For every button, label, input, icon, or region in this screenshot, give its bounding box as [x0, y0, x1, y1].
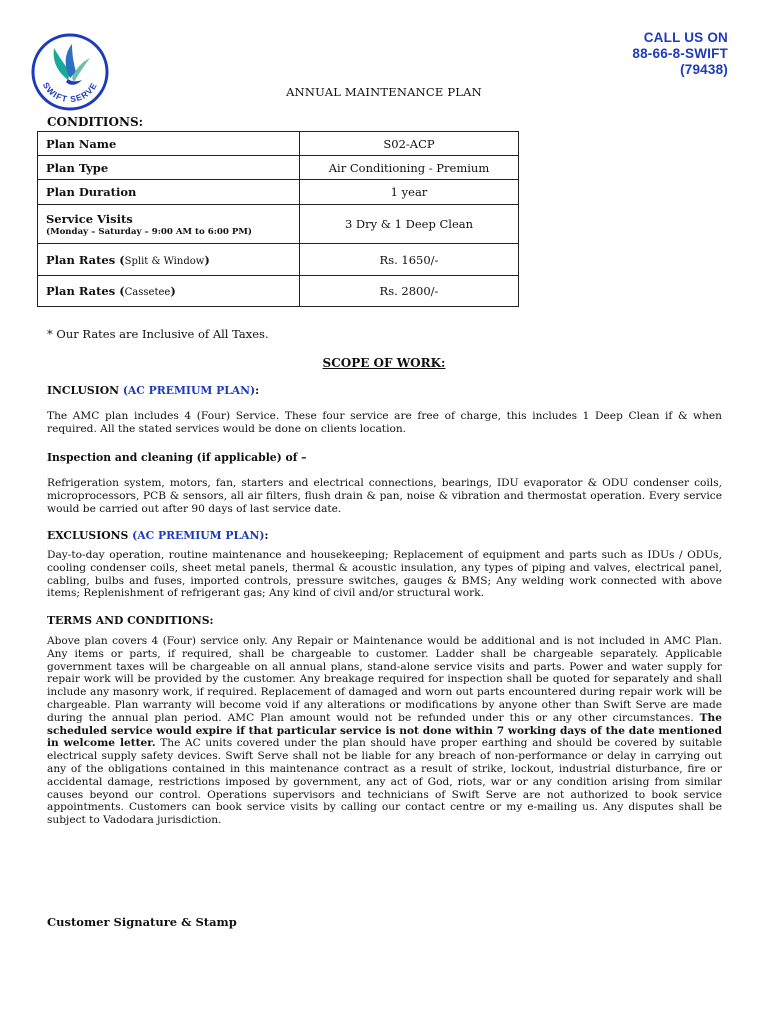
- inclusion-heading: INCLUSION (AC PREMIUM PLAN):: [47, 384, 260, 397]
- terms-heading: TERMS AND CONDITIONS:: [47, 614, 214, 627]
- table-row: [38, 180, 519, 205]
- service-visits-label: Service Visits: [46, 211, 133, 226]
- row-label: [38, 205, 300, 244]
- scope-heading: SCOPE OF WORK:: [322, 356, 446, 370]
- row-value: 1 year: [300, 180, 519, 205]
- logo-text: SWIFT SERVE: [40, 80, 100, 105]
- document-title: ANNUAL MAINTENANCE PLAN: [286, 85, 482, 99]
- rate-label: Plan Rates (: [46, 252, 125, 267]
- swift-serve-logo: [30, 32, 110, 112]
- customer-signature-label: Customer Signature & Stamp: [47, 915, 237, 929]
- rates-note: * Our Rates are Inclusive of All Taxes.: [47, 327, 269, 341]
- inspection-heading: Inspection and cleaning (if applicable) of –: [47, 451, 307, 464]
- inspection-text: Refrigeration system, motors, fan, starters and electrical connections, bearings, IDU evaporator & ODU condenser coils, microprocessors, PCB & sensors, all air filters, flush drain & pan, noise & vibration and thermostat operation. Every service would be carried out after 90 days of last service date.: [47, 477, 722, 515]
- row-value: Air Conditioning - Premium: [300, 156, 519, 180]
- row-value: 3 Dry & 1 Deep Clean: [300, 205, 519, 244]
- table-row: [38, 132, 519, 156]
- row-value: Rs. 2800/-: [300, 276, 519, 307]
- call-us-block: [632, 30, 728, 78]
- phone-number: 88-66-8-SWIFT: [632, 46, 728, 61]
- inclusion-plan-tag: (AC PREMIUM PLAN): [122, 384, 256, 397]
- row-value: Rs. 1650/-: [300, 244, 519, 276]
- row-label: Plan Type: [38, 156, 300, 180]
- call-us-label: CALL US ON: [643, 30, 728, 45]
- terms-text: Above plan covers 4 (Four) service only. Any Repair or Maintenance would be additional and is not included in AMC Plan. Any items or parts, if required, shall be chargeable to customer. Ladder shall be chargeable separately. Applicable government taxes will be chargeable on all annual plans, stand-alone service visits and parts. Power and water supply for repair work will be provided by the customer. Any breakage required for inspection shall be quoted for separately and shall include any masonry work, if required. Replacement of damaged and worn out parts encountered during repair work will be chargeable. Plan warranty will become void if any alterations or modifications by anyone other than Swift Serve are made during the annual plan period. AMC Plan amount would not be refunded under this or any other circumstances. The scheduled service would expire if that particular service is not done within 7 working days of the date mentioned in welcome letter. The AC units covered under the plan should have proper earthing and should be covered by suitable electrical supply safety devices. Swift Serve shall not be liable for any breach of non-performance or delay in carrying out any of the obligations contained in this maintenance contract as a result of strike, lockout, industrial disturbance, fire or accidental damage, restrictions imposed by government, any act of God, riots, war or any condition arising from similar causes beyond our control. Operations supervisors and technicians of Swift Serve are not authorized to book service appointments. Customers can book service visits by calling our contact centre or my e-mailing us. Any disputes shall be subject to Vadodara jurisdiction.: [47, 635, 722, 827]
- table-row: [38, 205, 519, 244]
- row-label: Plan Duration: [38, 180, 300, 205]
- row-label: [38, 244, 300, 276]
- table-row: [38, 156, 519, 180]
- rate-label-note: Split & Window: [124, 255, 205, 267]
- rate-label-end: ): [204, 252, 210, 267]
- rate-label-note: Cassetee: [124, 287, 171, 298]
- table-row: [38, 276, 519, 307]
- exclusions-heading: EXCLUSIONS (AC PREMIUM PLAN):: [47, 529, 269, 542]
- exclusions-plan-tag: (AC PREMIUM PLAN): [132, 529, 265, 542]
- inclusion-text: The AMC plan includes 4 (Four) Service. These four service are free of charge, this includes 1 Deep Clean if & when required. All the stated services would be done on clients location.: [47, 410, 722, 435]
- service-visits-hours: (Monday – Saturday – 9:00 AM to 6:00 PM): [46, 226, 252, 237]
- row-label: Plan Name: [38, 132, 300, 156]
- conditions-heading: CONDITIONS:: [47, 115, 144, 129]
- rate-label: Plan Rates (: [46, 284, 125, 298]
- exclusions-text: Day-to-day operation, routine maintenance and housekeeping; Replacement of equipment and parts such as IDUs / ODUs, cooling condenser coils, sheet metal panels, thermal & acoustic insulation, any types of piping and valves, electrical panel, cabling, bulbs and fuses, imported controls, pressure switches, gauges & BMS; Any welding work connected with above items; Replenishment of refrigerant gas; Any kind of civil and/or structural work.: [47, 549, 722, 600]
- row-value: S02-ACP: [300, 132, 519, 156]
- expiry-clause: The scheduled service would expire if that particular service is not done within 7 working days of the date mentioned in welcome letter.: [47, 711, 722, 750]
- table-row: [38, 244, 519, 276]
- plan-conditions-table: [37, 131, 519, 307]
- phone-digits: (79438): [680, 62, 728, 77]
- rate-label-end: ): [170, 284, 176, 298]
- row-label: [38, 276, 300, 307]
